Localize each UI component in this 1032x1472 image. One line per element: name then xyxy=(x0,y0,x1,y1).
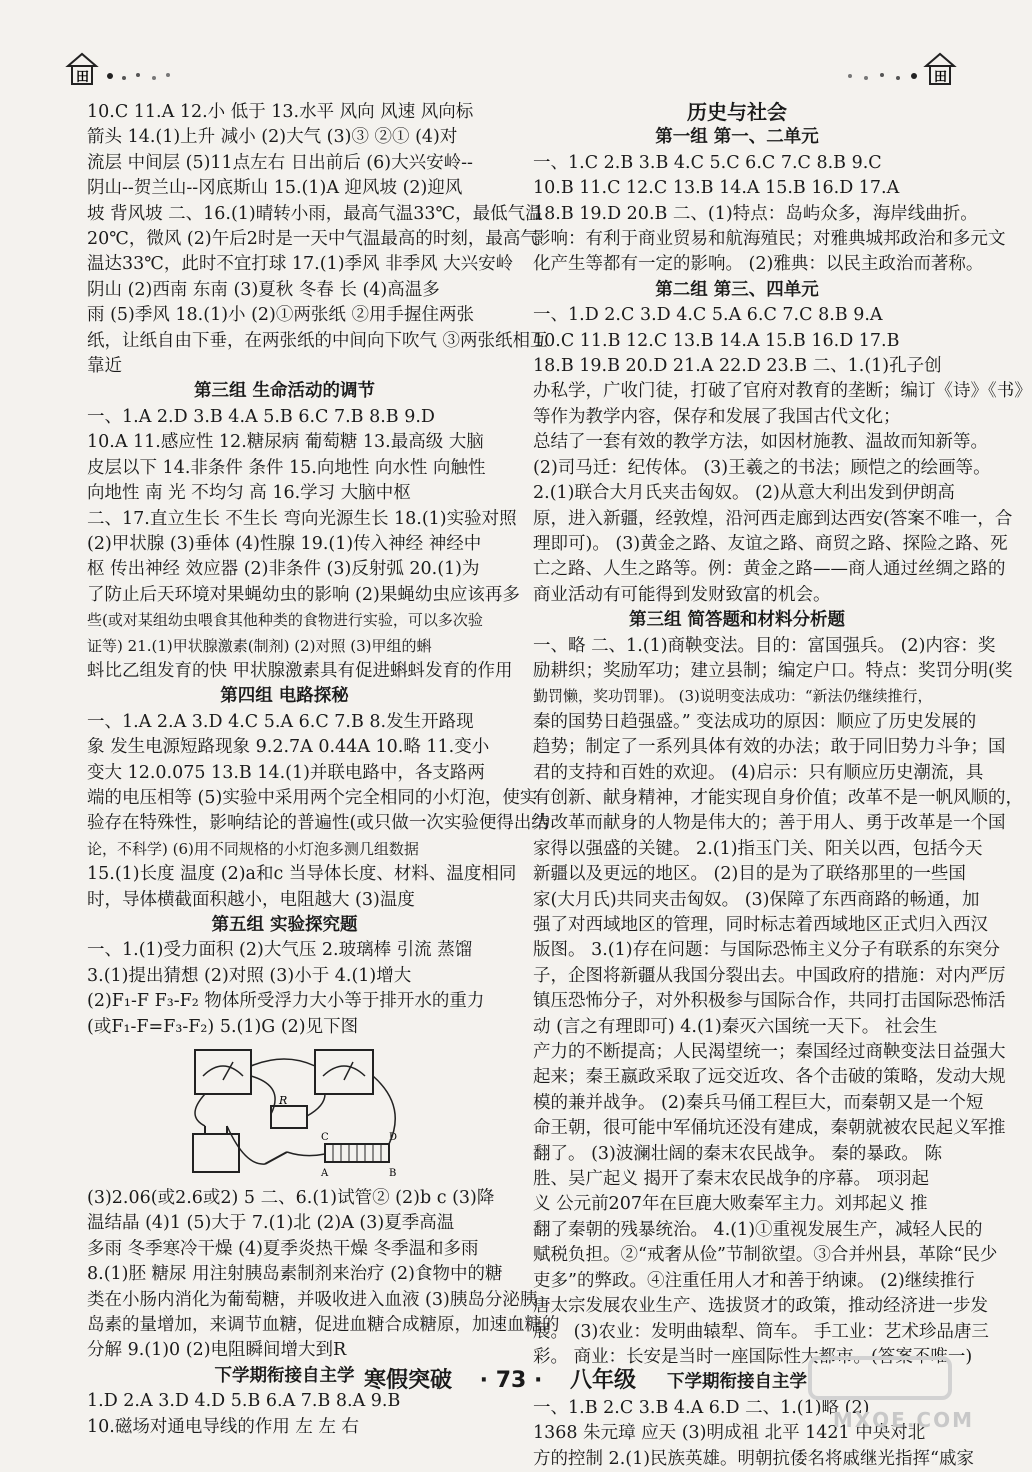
answer-line: 家(大月氏)共同夹击匈奴。 (3)保障了东西商路的畅通，加 xyxy=(533,889,980,910)
answer-line: 1368 朱元璋 应天 (3)明成祖 北平 1421 中央对北 xyxy=(533,1423,926,1444)
answer-line: 时，导体横截面积越小，电阻越大 (3)温度 xyxy=(87,889,415,910)
subject-title: 历史与社会 xyxy=(687,100,787,124)
answer-line: 变大 12.0.075 13.B 14.(1)并联电路中，各支路两 xyxy=(87,762,485,783)
label-r: R xyxy=(279,1094,288,1108)
answer-line: 18.B 19.D 20.B 二、(1)特点：岛屿众多，海岸线曲折。 xyxy=(533,203,978,224)
answer-line: 了防止后天环境对果蝇幼虫的影响 (2)果蝇幼虫应该再多 xyxy=(87,584,520,605)
answer-line: 彩。 商业：长安是当时一座国际性大都市。(答案不唯一) xyxy=(533,1346,973,1367)
section-heading: 第三组 简答题和材料分析题 xyxy=(628,610,846,631)
answer-line: 端的电压相等 (5)实验中采用两个完全相同的小灯泡，使实 xyxy=(87,787,538,808)
answer-line: 10.磁场对通电导线的作用 左 左 右 xyxy=(87,1416,360,1437)
answer-line: 商业活动有可能得到发财致富的机会。 xyxy=(533,584,831,605)
footer-title: 寒假突破 xyxy=(363,1368,452,1393)
answer-line: 趋势；制定了一系列具体有效的办法；敢于同旧势力斗争；国 xyxy=(533,737,1006,758)
answer-line: 一、略 二、1.(1)商鞅变法。目的：富国强兵。 (2)内容：奖 xyxy=(533,635,996,656)
answer-line: 义 公元前207年在巨鹿大败秦军主力。刘邦起义 推 xyxy=(533,1194,928,1215)
voltmeter xyxy=(195,1050,251,1094)
answer-line: 展。 (3)农业：发明曲辕犁、筒车。 手工业：艺术珍品唐三 xyxy=(533,1321,989,1342)
answer-line: 箭头 14.(1)上升 减小 (2)大气 (3)③ ②① (4)对 xyxy=(87,127,458,148)
answer-line: 一、1.B 2.C 3.B 4.A 6.D 二、1.(1)略 (2) xyxy=(533,1397,870,1418)
answer-line: 向地性 南 光 不均匀 高 16.学习 大脑中枢 xyxy=(87,483,411,504)
answer-line: 勤罚懒，奖功罚罪)。 (3)说明变法成功：“新法仍继续推行， xyxy=(533,687,933,706)
answer-line: 唐太宗发展农业生产、选拔贤才的政策，推动经济进一步发 xyxy=(533,1296,988,1317)
answer-line: 新疆以及更远的地区。 (2)目的是为了联络那里的一些国 xyxy=(533,864,966,885)
header-house-icon-left xyxy=(64,48,194,92)
answer-line: 8.(1)胚 糖尿 用注射胰岛素制剂来治疗 (2)食物中的糖 xyxy=(87,1264,503,1285)
answer-line: (3)2.06(或2.6或2) 5 二、6.(1)试管② (2)b c (3)降 xyxy=(87,1188,495,1209)
answer-line: 为改革而献身的人物是伟大的；善于用人、勇于改革是一个国 xyxy=(533,813,1006,834)
section-heading: 下学期衔接自主学 xyxy=(214,1365,355,1386)
header-deco-right: 田 xyxy=(934,70,948,85)
answer-line: 起来；秦王嬴政采取了远交近攻、各个击破的策略，发动大规 xyxy=(533,1067,1006,1088)
footer-grade: 八年级 xyxy=(570,1368,637,1393)
answer-line: 象 发生电源短路现象 9.2.7A 0.44A 10.略 11.变小 xyxy=(87,737,490,758)
answer-line: 理即可)。 (3)黄金之路、友谊之路、商贸之路、探险之路、死 xyxy=(533,533,1008,554)
label-d: D xyxy=(389,1132,398,1144)
answer-line: (2)甲状腺 (3)垂体 (4)性腺 19.(1)传入神经 神经中 xyxy=(87,533,482,554)
ammeter xyxy=(315,1050,373,1094)
answer-line: 秦的国势日趋强盛。” 变法成功的原因：顺应了历史发展的 xyxy=(533,711,977,732)
answer-line: 一、1.D 2.C 3.D 4.C 5.A 6.C 7.C 8.B 9.A xyxy=(533,305,883,326)
answer-line: 温结晶 (4)1 (5)大于 7.(1)北 (2)A (3)夏季高温 xyxy=(87,1213,455,1234)
answer-line: 多雨 冬季寒冷干燥 (4)夏季炎热干燥 冬季温和多雨 xyxy=(87,1238,479,1259)
answer-line: 验存在特殊性，影响结论的普遍性(或只做一次实验便得出结 xyxy=(87,813,549,834)
section-heading: 第三组 生命活动的调节 xyxy=(193,381,376,402)
answer-line: 翻了。 (3)波澜壮阔的秦末农民战争。 秦的暴政。 陈 xyxy=(533,1143,942,1164)
answer-line: 雨 (5)季风 18.(1)小 (2)①两张纸 ②用手握住两张 xyxy=(87,305,474,326)
resistor xyxy=(271,1106,307,1128)
answer-line: 胜、吴广起义 揭开了秦末农民战争的序幕。 项羽起 xyxy=(533,1169,930,1190)
answer-line: 坡 背风坡 二、16.(1)晴转小雨，最高气温33℃，最低气温 xyxy=(87,203,543,224)
answer-line: 一、1.A 2.A 3.D 4.C 5.A 6.C 7.B 8.发生开路现 xyxy=(87,711,474,732)
answer-line: 类在小肠内消化为葡萄糖，并吸收进入血液 (3)胰岛分泌胰 xyxy=(87,1289,538,1310)
answer-line: 亡之路、人生之路等。例：黄金之路——商人通过丝绸之路的 xyxy=(533,559,1006,580)
answer-line: 家得以强盛的关键。 2.(1)指玉门关、阳关以西，包括今天 xyxy=(533,838,983,859)
answer-line: 论，不科学) (6)用不同规格的小灯泡多测几组数据 xyxy=(87,839,419,858)
answer-line: 阴山--贺兰山--冈底斯山 15.(1)A 迎风坡 (2)迎风 xyxy=(87,178,463,199)
answer-line: 模的兼并战争。 (2)秦兵马俑工程巨大，而秦朝又是一个短 xyxy=(533,1092,984,1113)
answer-line: 原，进入新疆，经敦煌，沿河西走廊到达西安(答案不唯一，合 xyxy=(533,508,1013,529)
answer-line: 3.(1)提出猜想 (2)对照 (3)小于 4.(1)增大 xyxy=(87,965,412,986)
answer-line: 10.A 11.感应性 12.糖尿病 葡萄糖 13.最高级 大脑 xyxy=(87,432,484,453)
answer-line: (2)司马迁：纪传体。 (3)王羲之的书法；顾恺之的绘画等。 xyxy=(533,457,991,478)
header-house-icon-right xyxy=(830,48,960,92)
answer-line: 2.(1)联合大月氏夹击匈奴。 (2)从意大利出发到伊朗高 xyxy=(533,483,955,504)
answer-line: 命王朝，很可能中军俑坑还没有建成，秦朝就被农民起义军推 xyxy=(533,1118,1006,1139)
answer-line: 10.C 11.B 12.C 13.B 14.A 15.B 16.D 17.B xyxy=(533,330,900,351)
answer-line: 蚪比乙组发育的快 甲状腺激素具有促进蝌蚪发育的作用 xyxy=(87,660,513,681)
answer-line: 方的控制 2.(1)民族英雄。明朝抗倭名将戚继光指挥“戚家 xyxy=(533,1448,974,1469)
answer-line: 动 (言之有理即可) 4.(1)秦灭六国统一天下。 社会生 xyxy=(533,1016,938,1037)
switch xyxy=(265,1152,287,1164)
answer-line: 1.D 2.A 3.D 4.D 5.B 6.A 7.B 8.A 9.B xyxy=(87,1391,401,1412)
answer-line: 强了对西域地区的管理，同时标志着西域地区正式归入西汉 xyxy=(533,915,988,935)
header-deco-left: 田 xyxy=(76,70,90,85)
answer-line: 证等) 21.(1)甲状腺激素(制剂) (2)对照 (3)甲组的蝌 xyxy=(87,636,432,655)
watermark xyxy=(780,1352,980,1432)
answer-line: 15.(1)长度 温度 (2)a和c 当导体长度、材料、温度相同 xyxy=(87,864,517,885)
answer-line: 纸，让纸自由下垂，在两张纸的中间向下吹气 ③两张纸相互 xyxy=(87,330,548,351)
answer-line: 吏多”的弊政。④注重任用人才和善于纳谏。 (2)继续推行 xyxy=(533,1270,975,1291)
section-heading: 第四组 电路探秘 xyxy=(220,686,349,707)
answer-line: 等作为教学内容，保存和发展了我国古代文化； xyxy=(533,406,901,427)
right-column xyxy=(533,100,1032,1472)
answer-line: 岛素的量增加，来调节血糖，促进血糖合成糖原，加速血糖的 xyxy=(87,1315,560,1336)
answer-line: 18.B 19.B 20.D 21.A 22.D 23.B 二、1.(1)孔子创 xyxy=(533,356,942,377)
answer-line: (或F₁-F=F₃-F₂) 5.(1)G (2)见下图 xyxy=(87,1016,359,1037)
circuit-diagram xyxy=(175,1046,415,1184)
answer-line: 一、1.C 2.B 3.B 4.C 5.C 6.C 7.C 8.B 9.C xyxy=(533,152,882,173)
section-heading: 下学期衔接自主学 xyxy=(667,1372,807,1393)
answer-line: 镇压恐怖分子，对外积极参与国际合作，共同打击国际恐怖活 xyxy=(533,991,1006,1012)
answer-line: 一、1.A 2.D 3.B 4.A 5.B 6.C 7.B 8.B 9.D xyxy=(87,406,435,427)
answer-line: 分解 9.(1)0 (2)电阻瞬间增大到R xyxy=(87,1340,347,1361)
answer-line: 君的支持和百姓的欢迎。 (4)启示：只有顺应历史潮流，具 xyxy=(533,762,984,783)
answer-line: 10.B 11.C 12.C 13.B 14.A 15.B 16.D 17.A xyxy=(533,178,900,199)
answer-line: 赋税负担。②“戒奢从俭”节制欲望。③合并州县，革除“民少 xyxy=(533,1245,998,1266)
answer-line: 阴山 (2)西南 东南 (3)夏秋 冬春 长 (4)高温多 xyxy=(87,279,440,300)
answer-line: 总结了一套有效的教学方法，如因材施教、温故而知新等。 xyxy=(533,432,988,453)
watermark-logo xyxy=(780,1352,980,1412)
answer-line: 二、17.直立生长 不生长 弯向光源生长 18.(1)实验对照 xyxy=(87,508,517,529)
answer-line: 20℃，微风 (2)午后2时是一天中气温最高的时刻，最高气 xyxy=(87,229,538,250)
answer-line: 有创新、献身精神，才能实现自身价值；改革不是一帆风顺的， xyxy=(533,787,1023,808)
answer-line: 流层 中间层 (5)11点左右 日出前后 (6)大兴安岭-- xyxy=(87,152,473,173)
answer-line: (2)F₁-F F₃-F₂ 物体所受浮力大小等于排开水的重力 xyxy=(87,991,485,1012)
answer-line: 化产生等都有一定的影响。 (2)雅典：以民主政治而著称。 xyxy=(533,254,984,275)
section-heading: 第五组 实验探究题 xyxy=(211,915,358,935)
answer-line: 办私学，广收门徒，打破了官府对教育的垄断；编订《诗》《书》 xyxy=(533,381,1032,402)
answer-line: 子，企图将新疆从我国分裂出去。中国政府的措施：对内严厉 xyxy=(533,965,1006,986)
answer-line: 些(或对某组幼虫喂食其他种类的食物进行实验，可以多次验 xyxy=(87,611,483,630)
section-heading: 第一组 第一、二单元 xyxy=(655,127,819,148)
battery xyxy=(193,1134,239,1172)
answer-line: 翻了秦朝的残暴统治。 4.(1)①重视发展生产，减轻人民的 xyxy=(533,1219,983,1240)
answer-line: 皮层以下 14.非条件 条件 15.向地性 向水性 向触性 xyxy=(87,457,486,478)
answer-line: 励耕织；奖励军功；建立县制；编定户口。特点：奖罚分明(奖 xyxy=(533,660,1013,681)
label-b: B xyxy=(389,1168,397,1180)
answer-line: 10.C 11.A 12.小 低于 13.水平 风向 风速 风向标 xyxy=(87,102,474,122)
answer-line: 版图。 3.(1)存在问题：与国际恐怖主义分子有联系的东突分 xyxy=(533,940,1001,961)
answer-line: 影响：有利于商业贸易和航海殖民；对雅典城邦政治和多元文 xyxy=(533,229,1006,250)
answer-line: 靠近 xyxy=(87,356,122,377)
answer-line: 温达33℃，此时不宜打球 17.(1)季风 非季风 大兴安岭 xyxy=(87,254,514,275)
watermark-text: MXQE.COM xyxy=(832,1408,974,1432)
answer-line: 枢 传出神经 效应器 (2)非条件 (3)反射弧 20.(1)为 xyxy=(87,559,480,580)
page-number: · 73 · xyxy=(479,1368,543,1393)
label-a: A xyxy=(321,1168,329,1180)
section-heading: 第二组 第三、四单元 xyxy=(655,279,819,300)
answer-line: 产力的不断提高；人民渴望统一；秦国经过商鞅变法日益强大 xyxy=(533,1042,1006,1063)
answer-line: 一、1.(1)受力面积 (2)大气压 2.玻璃棒 引流 蒸馏 xyxy=(87,940,473,961)
label-c: C xyxy=(321,1132,329,1144)
